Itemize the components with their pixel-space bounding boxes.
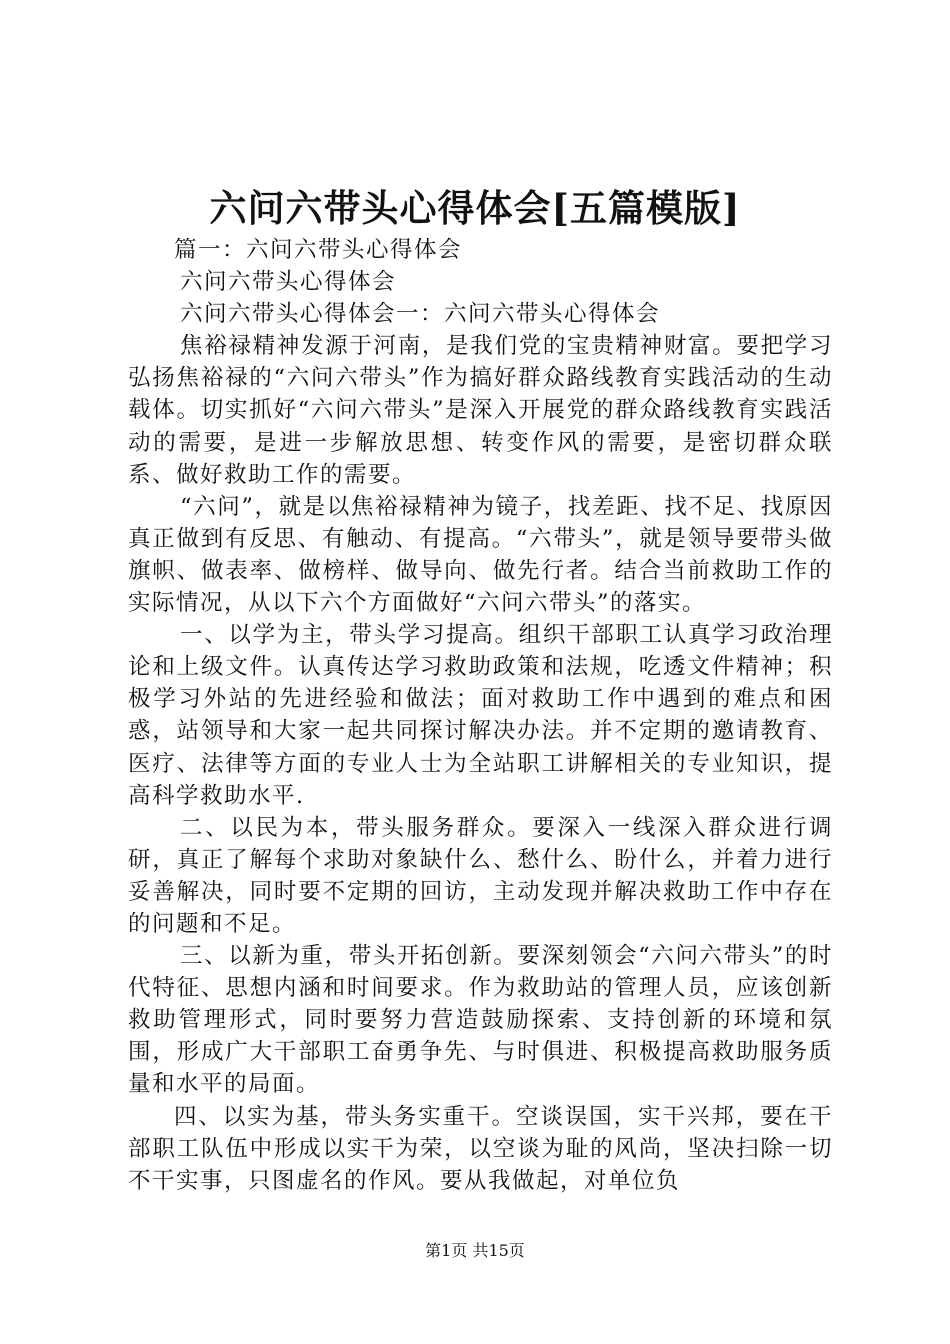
paragraph-point-two: 二、以民为本，带头服务群众。要深入一线深入群众进行调研，真正了解每个求助对象缺什么、愁什么、盼什么，并着力进行妥善解决，同时要不定期的回访，主动发现并解决救助工作中存在的问题和不足。 <box>128 814 833 937</box>
document-title: 六问六带头心得体会[五篇模版] <box>209 186 741 230</box>
subsection-heading: 六问六带头心得体会 <box>180 269 397 296</box>
paragraph-intro: 焦裕禄精神发源于河南，是我们党的宝贵精神财富。要把学习弘扬焦裕禄的“六问六带头”作为搞好群众路线教育实践活动的生动载体。切实抓好“六问六带头”是深入开展党的群众路线教育实践活动的需要，是进一步解放思想、转变作风的需要，是密切群众联系、做好救助工作的需要。 <box>128 333 833 488</box>
page-footer: 第1页 共15页 <box>425 1241 525 1260</box>
paragraph-point-one: 一、以学为主，带头学习提高。组织干部职工认真学习政治理论和上级文件。认真传达学习救助政策和法规，吃透文件精神；积极学习外站的先进经验和做法；面对救助工作中遇到的难点和困惑，站领导和大家一起共同探讨解决办法。并不定期的邀请教育、医疗、法律等方面的专业人士为全站职工讲解相关的专业知识，提高科学救助水平. <box>128 622 833 809</box>
paragraph-point-four: 四、以实为基，带头务实重干。空谈误国，实干兴邦，要在干部职工队伍中形成以实干为荣，以空谈为耻的风尚，坚决扫除一切不干实事，只图虚名的作风。要从我做起，对单位负 <box>128 1103 833 1194</box>
document-body <box>128 234 833 1197</box>
paragraph-point-three: 三、以新为重，带头开拓创新。要深刻领会“六问六带头”的时代特征、思想内涵和时间要求。作为救助站的管理人员，应该创新救助管理形式，同时要努力营造鼓励探索、支持创新的环境和氛围，形成广大干部职工奋勇争先、与时俱进、积极提高救助服务质量和水平的局面。 <box>128 943 833 1098</box>
paragraph-six-questions: “六问”，就是以焦裕禄精神为镜子，找差距、找不足、找原因真正做到有反思、有触动、有提高。“六带头”，就是领导要带头做旗帜、做表率、做榜样、做导向、做先行者。结合当前救助工作的实际情况，从以下六个方面做好“六问六带头”的落实。 <box>128 493 833 617</box>
article-heading: 六问六带头心得体会一：六问六带头心得体会 <box>180 301 661 328</box>
section-heading: 篇一：六问六带头心得体会 <box>174 237 463 263</box>
